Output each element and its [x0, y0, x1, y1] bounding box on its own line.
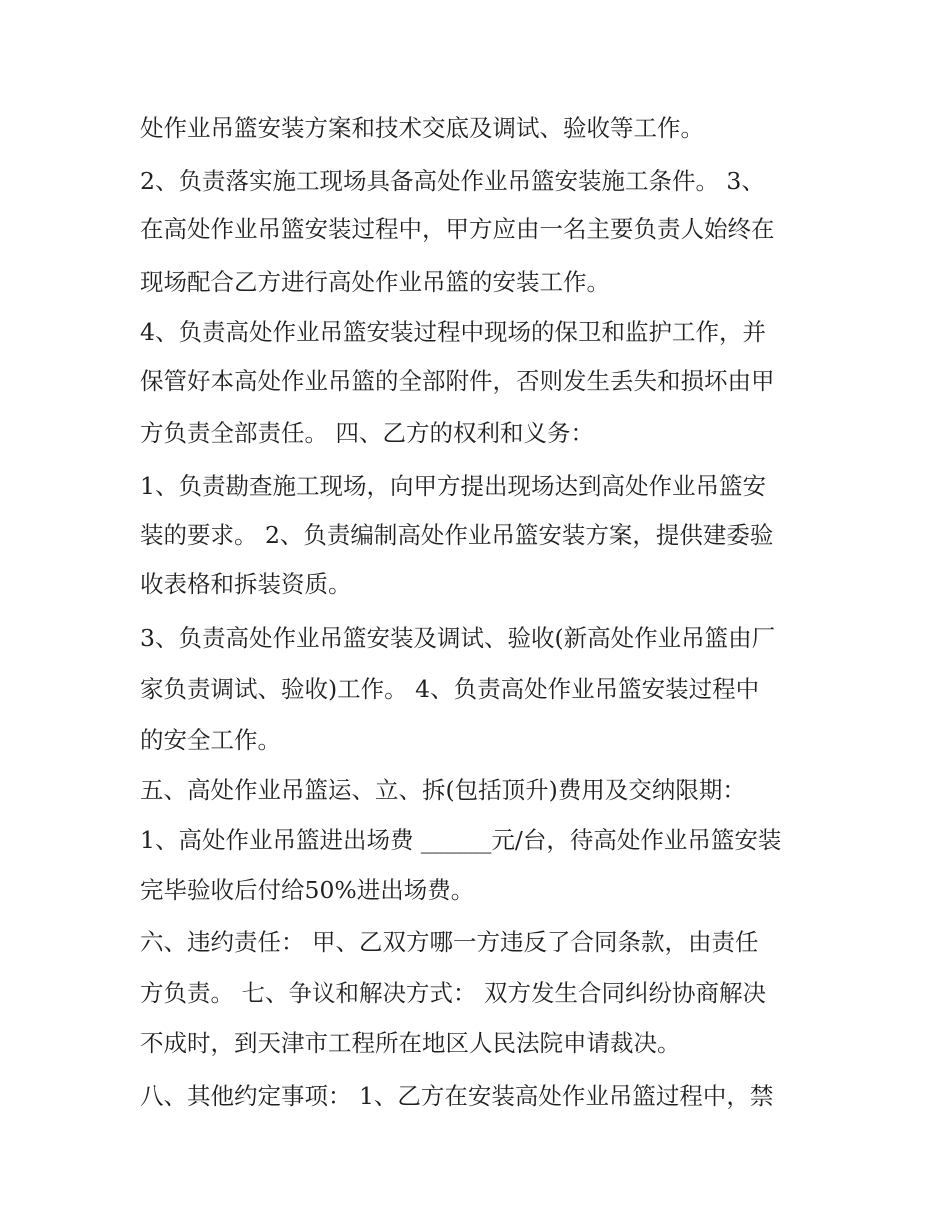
text-line-12: 家负责调试、验收)工作。 4、负责高处作业吊篮安装过程中 [140, 675, 760, 703]
text-line-10: 收表格和拆装资质。 [140, 570, 352, 598]
text-line-2: 2、负责落实施工现场具备高处作业吊篮安装施工条件。 3、 [140, 167, 765, 195]
text-line-18: 方负责。 七、争议和解决方式： 双方发生合同纠纷协商解决 [140, 979, 766, 1007]
text-line-5: 4、负责高处作业吊篮安装过程中现场的保卫和监护工作，并 [140, 318, 766, 346]
text-line-6: 保管好本高处作业吊篮的全部附件，否则发生丢失和损坏由甲 [140, 367, 775, 395]
text-line-8: 1、负责勘查施工现场，向甲方提出现场达到高处作业吊篮安 [140, 472, 766, 500]
text-line-4: 现场配合乙方进行高处作业吊篮的安装工作。 [140, 268, 610, 296]
text-line-17: 六、违约责任： 甲、乙双方哪一方违反了合同条款，由责任 [140, 928, 759, 956]
text-line-3: 在高处作业吊篮安装过程中，甲方应由一名主要负责人始终在 [140, 215, 775, 243]
text-line-13: 的安全工作。 [140, 726, 281, 754]
text-line-14: 五、高处作业吊篮运、立、拆(包括顶升)费用及交纳限期： [140, 776, 746, 804]
text-line-15: 1、高处作业吊篮进出场费 ______元/台，待高处作业吊篮安装 [140, 826, 782, 854]
text-line-1: 处作业吊篮安装方案和技术交底及调试、验收等工作。 [140, 114, 704, 142]
text-line-20: 八、其他约定事项： 1、乙方在安装高处作业吊篮过程中，禁 [140, 1082, 774, 1110]
text-line-7: 方负责全部责任。 四、乙方的权利和义务： [140, 419, 594, 447]
text-line-19: 不成时，到天津市工程所在地区人民法院申请裁决。 [140, 1029, 681, 1057]
text-line-11: 3、负责高处作业吊篮安装及调试、验收(新高处作业吊篮由厂 [140, 624, 776, 652]
text-line-16: 完毕验收后付给50%进出场费。 [140, 876, 475, 904]
text-line-9: 装的要求。 2、负责编制高处作业吊篮安装方案，提供建委验 [140, 521, 774, 549]
